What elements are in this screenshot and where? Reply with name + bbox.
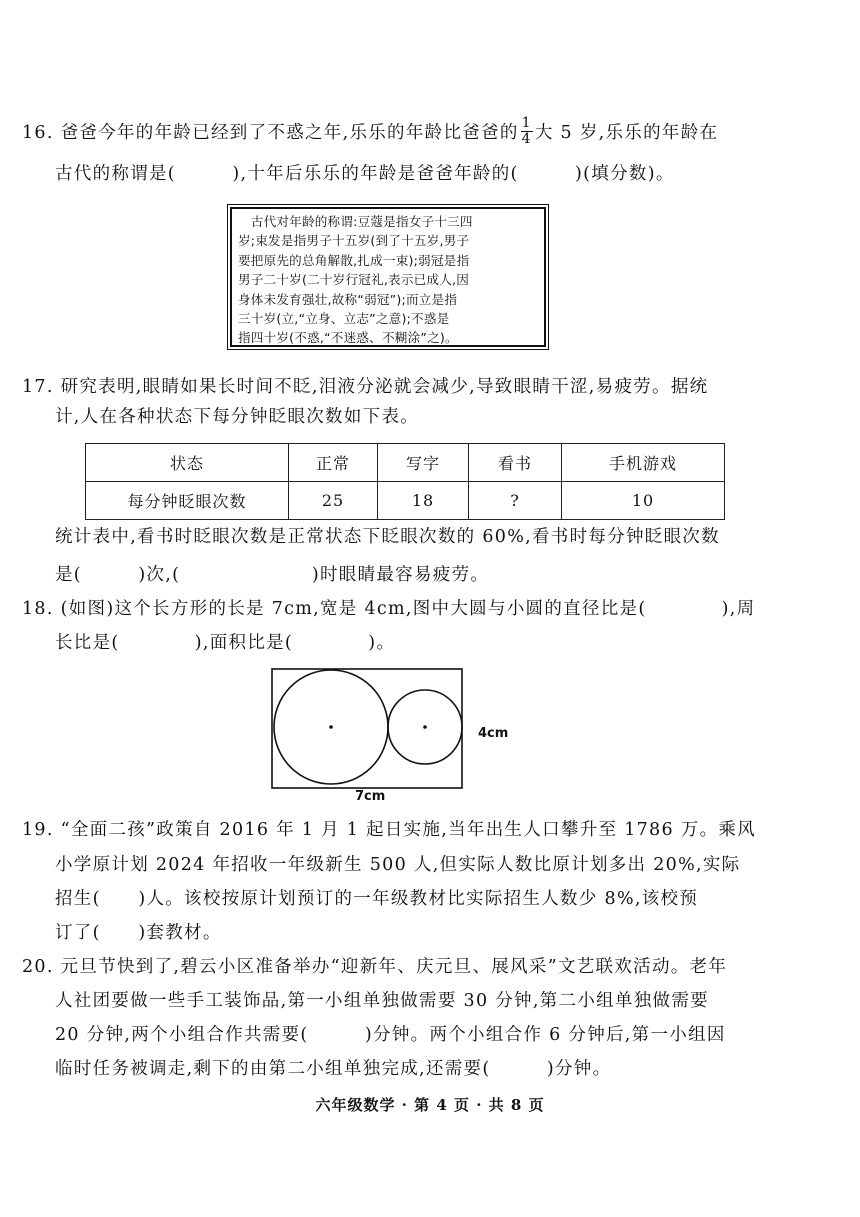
table-cell: 手机游戏 — [562, 444, 725, 482]
q20-line2: 人社团要做一些手工装饰品,第一小组单独做需要 30 分钟,第二小组单独做需要 — [55, 991, 709, 1011]
q16-fraction-denominator: 4 — [521, 131, 532, 147]
note-line: 岁;束发是指男子十五岁(到了十五岁,男子 — [238, 233, 470, 249]
length-label: 7cm — [355, 789, 386, 804]
q17-line4: 是( )次,( )时眼睛最容易疲劳。 — [55, 565, 490, 585]
table-cell: 看书 — [469, 444, 562, 482]
q16-line1 — [22, 115, 719, 149]
q16-fraction-numerator: 1 — [521, 115, 532, 131]
q16-line2: 古代的称谓是( ),十年后乐乐的年龄是爸爸年龄的( )(填分数)。 — [55, 164, 675, 184]
table-cell: 25 — [289, 482, 378, 520]
q19-line2: 小学原计划 2024 年招收一年级新生 500 人,但实际人数比原计划多出 20%,实际 — [55, 855, 741, 875]
table-cell: ? — [469, 482, 562, 520]
note-line: 要把原先的总角解散,扎成一束);弱冠是指 — [238, 252, 470, 268]
note-line: 男子二十岁(二十岁行冠礼,表示已成人,因 — [238, 272, 470, 288]
table-cell: 写字 — [378, 444, 469, 482]
table-cell: 状态 — [86, 444, 289, 482]
age-title-note-box — [230, 207, 546, 347]
rectangle-circles-figure — [270, 667, 510, 807]
table-cell: 10 — [562, 482, 725, 520]
q20-line4: 临时任务被调走,剩下的由第二小组单独完成,还需要( )分钟。 — [55, 1059, 612, 1079]
figure-drawing — [270, 667, 510, 807]
q18-line1: 18. (如图)这个长方形的长是 7cm,宽是 4cm,图中大圆与小圆的直径比是( ),周 — [22, 599, 756, 619]
table-cell: 18 — [378, 482, 469, 520]
large-circle-center — [329, 725, 333, 729]
q20-line1: 20. 元旦节快到了,碧云小区准备举办“迎新年、庆元旦、展风采”文艺联欢活动。老年 — [22, 957, 728, 977]
q18-line2: 长比是( ),面积比是( )。 — [55, 633, 396, 653]
page-footer: 六年级数学 · 第 4 页 · 共 8 页 — [315, 1096, 545, 1114]
table-cell: 每分钟眨眼次数 — [86, 482, 289, 520]
q16-line1-tail: 大 5 岁,乐乐的年龄在 — [534, 123, 719, 143]
small-circle-center — [423, 725, 427, 729]
q17-line3: 统计表中,看书时眨眼次数是正常状态下眨眼次数的 60%,看书时每分钟眨眼次数 — [55, 527, 720, 547]
q17-line1: 17. 研究表明,眼睛如果长时间不眨,泪液分泌就会减少,导致眼睛干涩,易疲劳。据统 — [22, 377, 709, 397]
table-header-row — [86, 444, 725, 482]
q19-line1: 19. “全面二孩”政策自 2016 年 1 月 1 起日实施,当年出生人口攀升至 1786 万。乘风 — [22, 820, 756, 840]
table-row — [86, 482, 725, 520]
q17-line2: 计,人在各种状态下每分钟眨眼次数如下表。 — [55, 407, 420, 427]
width-label: 4cm — [478, 726, 509, 741]
q20-line3: 20 分钟,两个小组合作共需要( )分钟。两个小组合作 6 分钟后,第一小组因 — [55, 1025, 726, 1045]
q16-line1-text: 16. 爸爸今年的年龄已经到了不惑之年,乐乐的年龄比爸爸的 — [22, 123, 519, 143]
table-cell: 正常 — [289, 444, 378, 482]
note-line: 古代对年龄的称谓:豆蔻是指女子十三四 — [238, 214, 473, 229]
note-line: 指四十岁(不惑,“不迷惑、不糊涂”之)。 — [238, 330, 458, 346]
note-line: 三十岁(立,“立身、立志”之意);不惑是 — [238, 311, 450, 327]
note-line: 身体未发育强壮,故称“弱冠”);而立是指 — [238, 291, 458, 307]
q16-fraction — [521, 116, 533, 147]
rectangle-shape — [272, 669, 462, 788]
q19-line3: 招生( )人。该校按原计划预订的一年级教材比实际招生人数少 8%,该校预 — [55, 889, 699, 909]
blink-count-table — [85, 443, 725, 520]
q19-line4: 订了( )套教材。 — [55, 923, 222, 943]
